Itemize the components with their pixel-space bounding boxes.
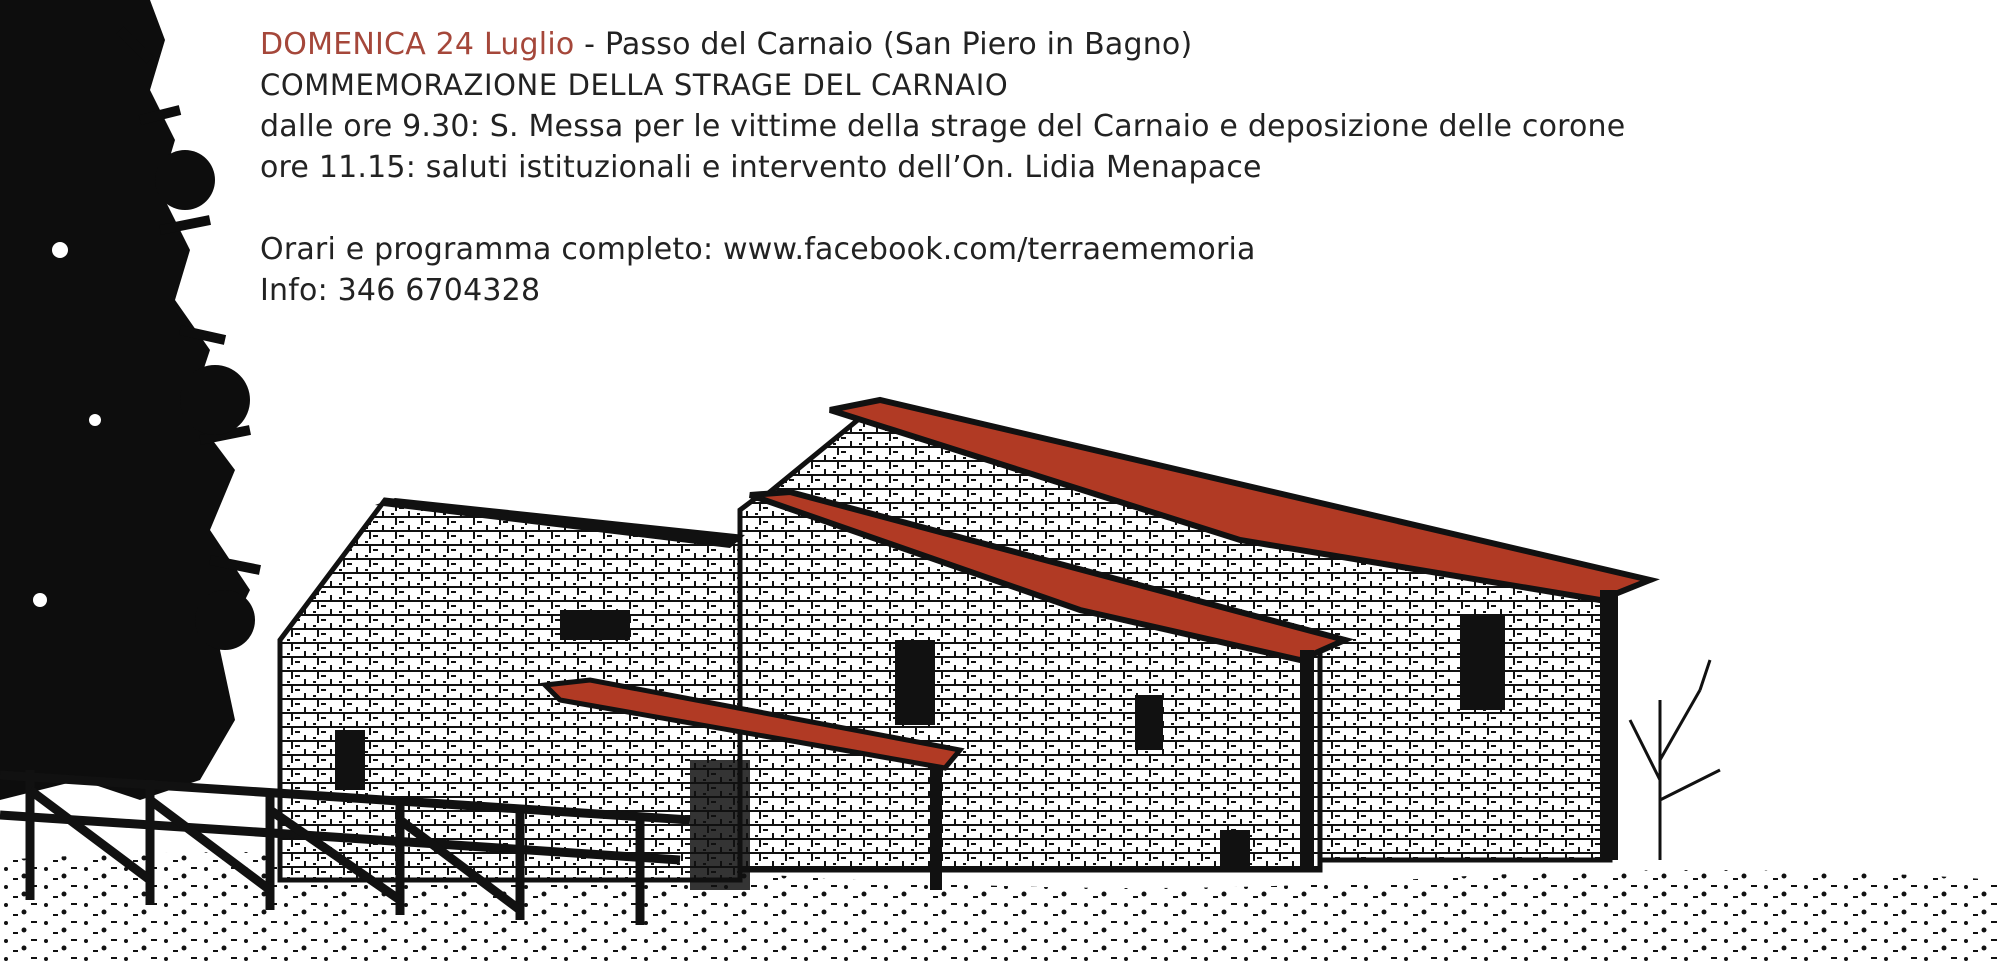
separator: - bbox=[574, 27, 605, 62]
event-header-line bbox=[260, 24, 1680, 65]
tree-silhouette bbox=[0, 0, 260, 800]
schedule-item-mass: dalle ore 9.30: S. Messa per le vittime della strage del Carnaio e deposizione delle corone bbox=[260, 109, 1626, 144]
event-date: DOMENICA 24 Luglio bbox=[260, 27, 575, 62]
bare-shrub bbox=[1630, 660, 1720, 860]
window bbox=[1460, 615, 1505, 710]
window bbox=[895, 640, 935, 725]
event-location: Passo del Carnaio (San Piero in Bagno) bbox=[604, 27, 1193, 62]
spacer bbox=[260, 188, 1680, 229]
schedule-item-speech: ore 11.15: saluti istituzionali e intervento dell’On. Lidia Menapace bbox=[260, 150, 1262, 185]
info-phone: Info: 346 6704328 bbox=[260, 273, 541, 308]
program-website: Orari e programma completo: www.facebook.com/terraememoria bbox=[260, 232, 1256, 267]
event-title: COMMEMORAZIONE DELLA STRAGE DEL CARNAIO bbox=[260, 68, 1009, 102]
window bbox=[1135, 695, 1163, 750]
window bbox=[335, 730, 365, 790]
event-details bbox=[260, 24, 1680, 311]
